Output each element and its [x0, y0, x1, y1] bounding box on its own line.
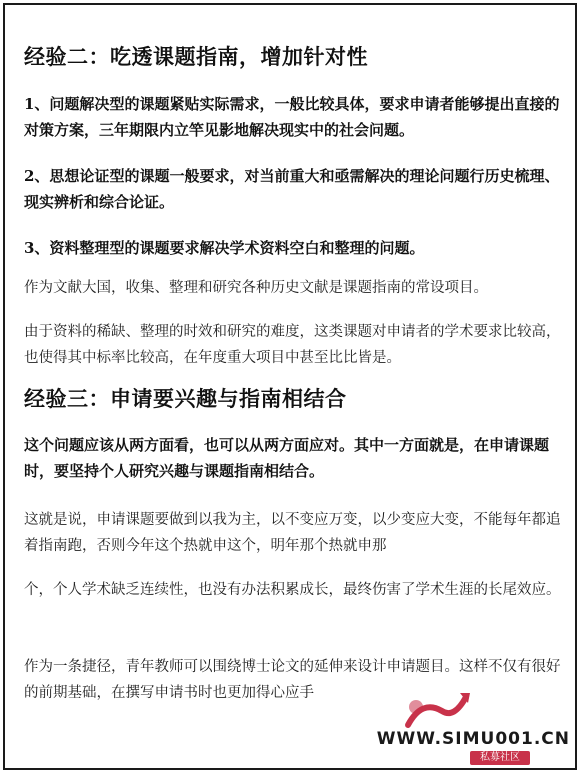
section2-paragraph-1: 作为文献大国，收集、整理和研究各种历史文献是课题指南的常设项目。: [24, 280, 488, 296]
section3-lead: 这个问题应该从两方面看，也可以从两方面应对。其中一方面就是，在申请课题时，要坚持个人研究兴趣与课题指南相结合。: [24, 436, 550, 480]
section2-item-2: 2、思想论证型的课题一般要求，对当前重大和亟需解决的理论问题行历史梳理、现实辨析和综合论证。: [24, 167, 560, 211]
section3-paragraph-2: 个，个人学术缺乏连续性，也没有办法积累成长，最终伤害了学术生涯的长尾效应。: [24, 582, 561, 598]
section2-heading: 经验二：吃透课题指南，增加针对性: [24, 44, 368, 69]
section2-paragraph-2: 由于资料的稀缺、整理的时效和研究的难度，这类课题对申请者的学术要求比较高，也使得其中标率比较高，在年度重大项目中甚至比比皆是。: [24, 324, 561, 366]
watermark-sub: 私募社区: [470, 751, 530, 765]
section3-heading: 经验三：申请要兴趣与指南相结合: [24, 386, 347, 411]
section2-item-3: 3、资料整理型的课题要求解决学术资料空白和整理的问题。: [24, 239, 425, 257]
section3-paragraph-1: 这就是说，申请课题要做到以我为主，以不变应万变，以少变应大变，不能每年都追着指南跑，否则今年这个热就申这个，明年那个热就申那: [24, 512, 561, 554]
section3-paragraph-3: 作为一条捷径，青年教师可以围绕博士论文的延伸来设计申请题目。这样不仅有很好的前期基础，在撰写申请书时也更加得心应手: [24, 659, 561, 701]
site-watermark: [360, 689, 570, 769]
section2-item-1: 1、问题解决型的课题紧贴实际需求，一般比较具体，要求申请者能够提出直接的对策方案，三年期限内立竿见影地解决现实中的社会问题。: [24, 95, 560, 139]
watermark-site: WWW.SIMU001.CN: [376, 729, 570, 749]
